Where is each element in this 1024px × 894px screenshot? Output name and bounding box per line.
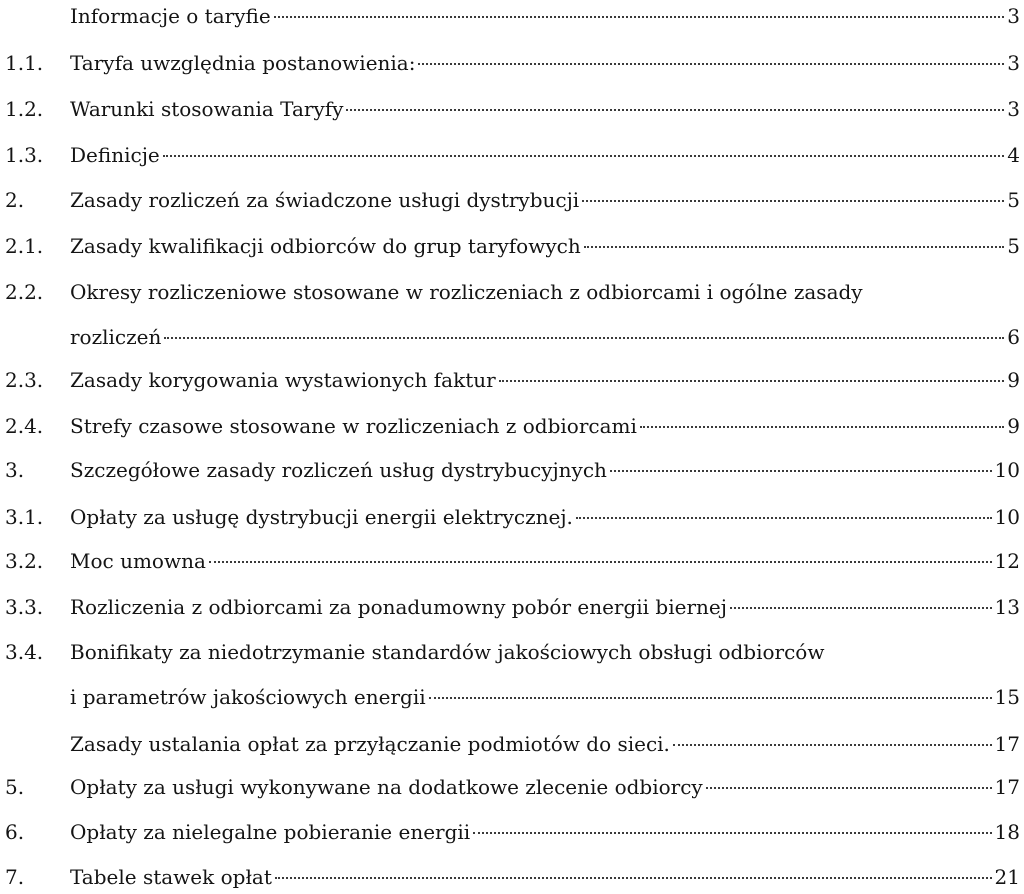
toc-entry-number: 3.2.: [5, 549, 44, 573]
toc-entry-page: 21: [994, 865, 1020, 889]
toc-entry-page: 3: [1007, 97, 1020, 121]
dot-leader: [275, 877, 992, 879]
dot-leader: [706, 787, 992, 789]
toc-entry-page: 3: [1007, 51, 1020, 75]
toc-entry-continuation[interactable]: [0, 682, 1024, 712]
toc-entry[interactable]: [0, 1, 1024, 31]
toc-entry-title: Opłaty za nielegalne pobieranie energii: [70, 820, 471, 844]
toc-entry-number: 1.2.: [5, 97, 44, 121]
dot-leader: [209, 561, 992, 563]
toc-entry[interactable]: [0, 48, 1024, 78]
toc-entry-title: Moc umowna: [70, 549, 206, 573]
toc-entry-title: Zasady korygowania wystawionych faktur: [70, 368, 496, 392]
toc-entry-title: Bonifikaty za niedotrzymanie standardów jakościowych obsługi odbiorców: [70, 640, 825, 664]
toc-entry-line: [70, 48, 1024, 78]
toc-entry-number: 3.3.: [5, 595, 44, 619]
toc-entry[interactable]: [0, 365, 1024, 395]
toc-entry-line: [70, 1, 1024, 31]
toc-entry-number: 2.1.: [5, 234, 44, 258]
toc-entry[interactable]: [0, 185, 1024, 215]
dot-leader: [499, 380, 1005, 382]
toc-entry-page: 6: [1007, 325, 1020, 349]
toc-entry-number: 2.4.: [5, 414, 44, 438]
toc-entry-title: Taryfa uwzględnia postanowienia:: [70, 51, 416, 75]
toc-entry-page: 10: [994, 458, 1020, 482]
toc-entry-page: 15: [994, 685, 1020, 709]
toc-entry-line: [70, 862, 1024, 892]
toc-entry-title: Okresy rozliczeniowe stosowane w rozliczeniach z odbiorcami i ogólne zasady: [70, 280, 863, 304]
toc-entry-line: [70, 322, 1024, 352]
toc-entry-line: [70, 772, 1024, 802]
toc-entry-number: 7.: [5, 865, 25, 889]
toc-entry-line: [70, 817, 1024, 847]
toc-entry[interactable]: [0, 277, 1024, 307]
toc-entry-number: 3.1.: [5, 505, 44, 529]
toc-entry-number: 2.: [5, 188, 25, 212]
toc-entry-page: 5: [1007, 234, 1020, 258]
toc-entry[interactable]: [0, 592, 1024, 622]
dot-leader: [640, 426, 1004, 428]
dot-leader: [346, 109, 1004, 111]
dot-leader: [418, 63, 1004, 65]
toc-entry-continuation[interactable]: [0, 322, 1024, 352]
toc-entry-page: 17: [994, 732, 1020, 756]
toc-entry-title: Definicje: [70, 143, 160, 167]
toc-entry-page: 5: [1007, 188, 1020, 212]
toc-entry-title-continuation: rozliczeń: [70, 325, 162, 349]
dot-leader: [673, 744, 992, 746]
toc-entry-line: [70, 455, 1024, 485]
toc-entry-title: Zasady kwalifikacji odbiorców do grup taryfowych: [70, 234, 581, 258]
toc-entry-line: [70, 729, 1024, 759]
dot-leader: [473, 832, 991, 834]
toc-entry[interactable]: [0, 502, 1024, 532]
toc-entry-title: Warunki stosowania Taryfy: [70, 97, 344, 121]
toc-entry-line: [70, 592, 1024, 622]
toc-entry[interactable]: [0, 637, 1024, 667]
toc-entry-page: 17: [994, 775, 1020, 799]
toc-entry-line: [70, 185, 1024, 215]
toc-entry-page: 3: [1007, 4, 1020, 28]
toc-entry-number: 2.2.: [5, 280, 44, 304]
toc-entry-line: [70, 140, 1024, 170]
toc-entry[interactable]: [0, 455, 1024, 485]
toc-entry-page: 4: [1007, 143, 1020, 167]
toc-entry-title: Szczegółowe zasady rozliczeń usług dystrybucyjnych: [70, 458, 607, 482]
toc-entry-title: Opłaty za usługi wykonywane na dodatkowe zlecenie odbiorcy: [70, 775, 703, 799]
toc-entry-number: 3.4.: [5, 640, 44, 664]
toc-entry-page: 18: [994, 820, 1020, 844]
toc-entry[interactable]: [0, 94, 1024, 124]
toc-entry[interactable]: [0, 140, 1024, 170]
toc-entry-number: 2.3.: [5, 368, 44, 392]
toc-entry[interactable]: [0, 546, 1024, 576]
toc-entry-number: 5.: [5, 775, 25, 799]
toc-entry[interactable]: [0, 729, 1024, 759]
toc-entry-title-continuation: i parametrów jakościowych energii: [70, 685, 426, 709]
toc-entry-page: 10: [994, 505, 1020, 529]
dot-leader: [274, 16, 1005, 18]
toc-entry-line: [70, 411, 1024, 441]
toc-entry-number: 3.: [5, 458, 25, 482]
toc-entry-line: [70, 231, 1024, 261]
dot-leader: [610, 470, 992, 472]
toc-entry-number: 1.3.: [5, 143, 44, 167]
toc-entry-title: Informacje o taryfie: [70, 4, 271, 28]
toc-entry-page: 9: [1007, 414, 1020, 438]
toc-entry-line: [70, 546, 1024, 576]
toc-entry-page: 9: [1007, 368, 1020, 392]
toc-entry[interactable]: [0, 231, 1024, 261]
toc-entry-line: [70, 365, 1024, 395]
toc-entry-page: 12: [994, 549, 1020, 573]
toc-entry-title: Strefy czasowe stosowane w rozliczeniach z odbiorcami: [70, 414, 637, 438]
toc-entry-number: 1.1.: [5, 51, 44, 75]
toc-entry-number: 6.: [5, 820, 25, 844]
dot-leader: [429, 697, 992, 699]
dot-leader: [582, 200, 1004, 202]
toc-entry-title: Zasady rozliczeń za świadczone usługi dystrybucji: [70, 188, 580, 212]
toc-entry-title: Rozliczenia z odbiorcami za ponadumowny pobór energii biernej: [70, 595, 727, 619]
toc-entry-title: Tabele stawek opłat: [70, 865, 272, 889]
dot-leader: [584, 246, 1005, 248]
toc-entry-line: [70, 682, 1024, 712]
dot-leader: [163, 155, 1005, 157]
dot-leader: [730, 607, 992, 609]
toc-entry[interactable]: [0, 411, 1024, 441]
toc-entry[interactable]: [0, 817, 1024, 847]
toc-entry-line: [70, 94, 1024, 124]
dot-leader: [164, 337, 1004, 339]
toc-entry-title: Zasady ustalania opłat za przyłączanie podmiotów do sieci.: [70, 732, 670, 756]
toc-entry[interactable]: [0, 772, 1024, 802]
toc-entry-title: Opłaty za usługę dystrybucji energii elektrycznej.: [70, 505, 573, 529]
toc-entry-page: 13: [994, 595, 1020, 619]
dot-leader: [576, 517, 992, 519]
toc-entry[interactable]: [0, 862, 1024, 892]
toc-entry-line: [70, 502, 1024, 532]
